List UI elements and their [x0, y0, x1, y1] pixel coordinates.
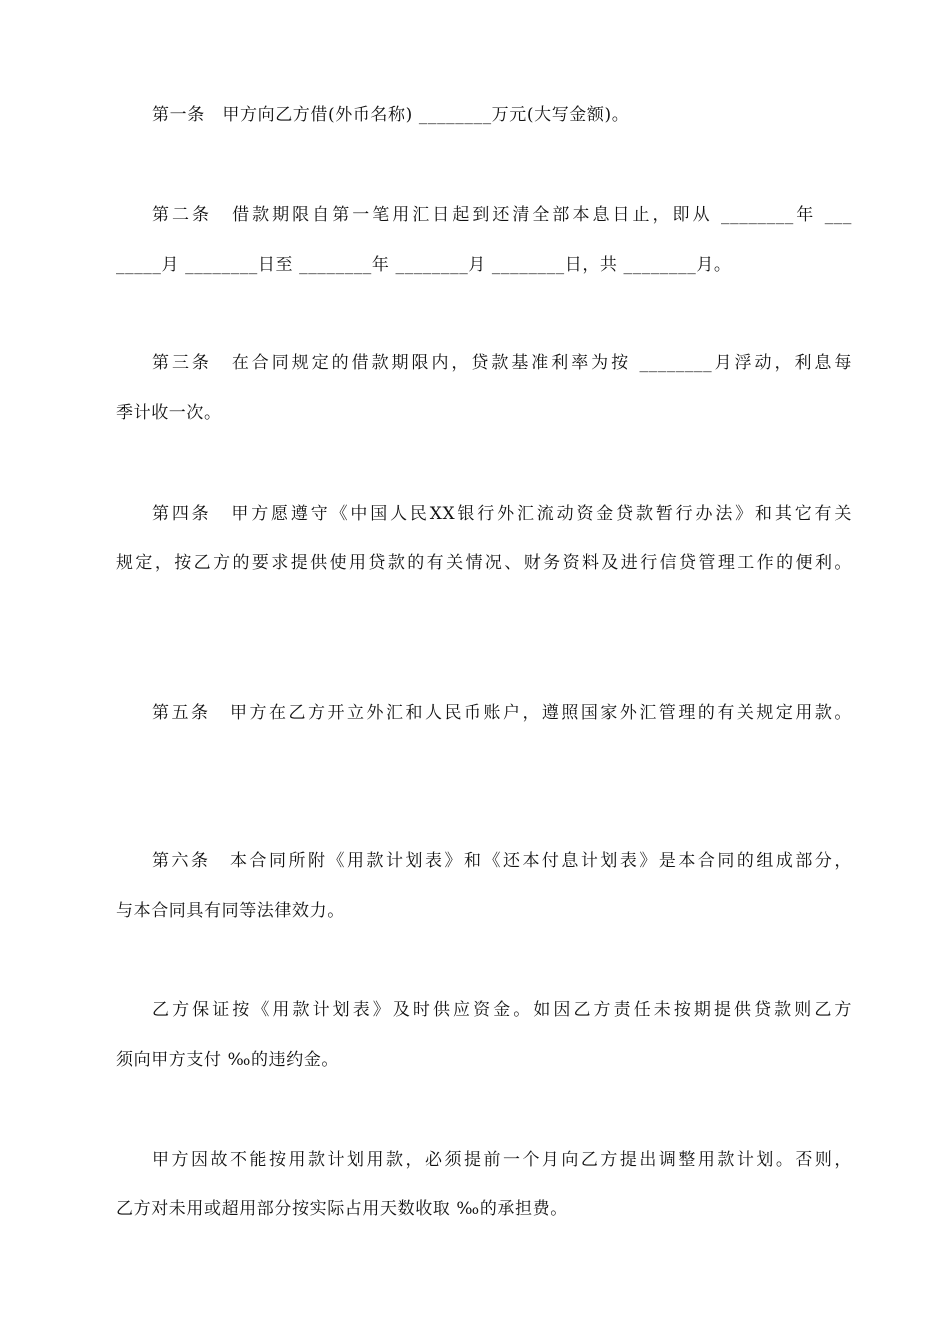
clause-borrower-line-1: 甲方因故不能按用款计划用款，必须提前一个月向乙方提出调整用款计划。否则，	[152, 1150, 852, 1170]
article-6-line-2: 与本合同具有同等法律效力。	[116, 901, 345, 921]
clause-lender-line-1: 乙方保证按《用款计划表》及时供应资金。如因乙方责任未按期提供贷款则乙方	[152, 1000, 852, 1020]
article-4-line-2: 规定，按乙方的要求提供使用贷款的有关情况、财务资料及进行信贷管理工作的便利。	[116, 553, 852, 573]
clause-lender-line-2: 须向甲方支付 ‰的违约金。	[116, 1050, 340, 1070]
article-2-line-1: 第二条 借款期限自第一笔用汇日起到还清全部本息日止，即从 ________年 ___	[152, 205, 852, 225]
clause-borrower-line-2: 乙方对未用或超用部分按实际占用天数收取 ‰的承担费。	[116, 1199, 568, 1219]
article-4-line-1: 第四条 甲方愿遵守《中国人民XX银行外汇流动资金贷款暂行办法》和其它有关	[152, 504, 852, 524]
article-6-line-1: 第六条 本合同所附《用款计划表》和《还本付息计划表》是本合同的组成部分，	[152, 851, 852, 871]
article-3-line-1: 第三条 在合同规定的借款期限内，贷款基准利率为按 ________月浮动，利息每	[152, 353, 852, 373]
article-3-line-2: 季计收一次。	[116, 403, 222, 423]
article-5-line-1: 第五条 甲方在乙方开立外汇和人民币账户，遵照国家外汇管理的有关规定用款。	[152, 703, 852, 723]
article-2-line-2: _____月 ________日至 ________年 ________月 ________日，共 ________月。	[116, 255, 732, 275]
article-1-line-1: 第一条 甲方向乙方借(外币名称) ________万元(大写金额)。	[152, 105, 630, 125]
